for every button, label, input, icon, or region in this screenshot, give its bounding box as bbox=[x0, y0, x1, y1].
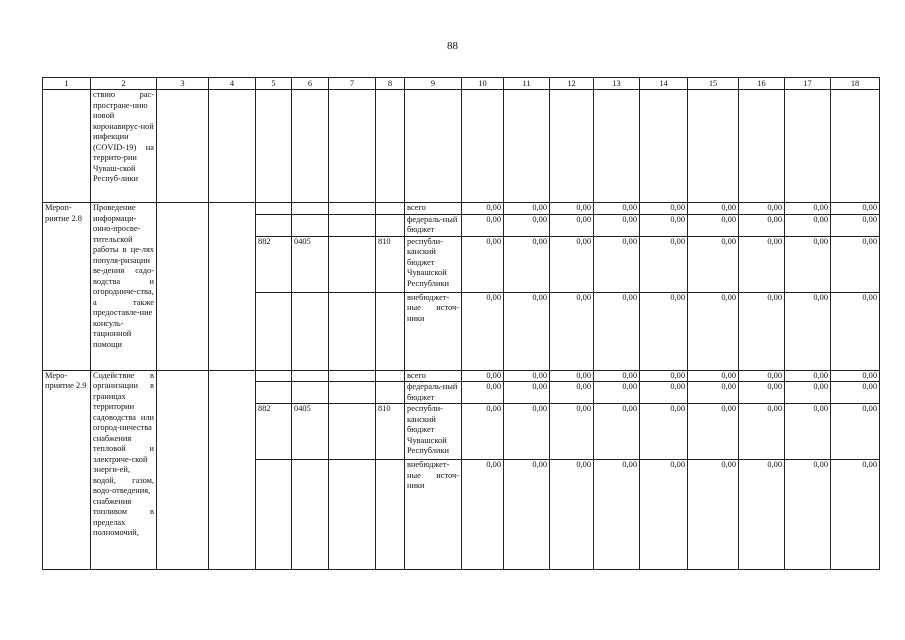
continuation-col4 bbox=[209, 90, 256, 203]
amount-cell: 0,00 bbox=[831, 203, 880, 215]
budget-code-col7 bbox=[329, 382, 376, 404]
column-number-3: 3 bbox=[157, 78, 209, 90]
amount-cell: 0,00 bbox=[640, 236, 688, 292]
amount-cell: 0,00 bbox=[831, 382, 880, 404]
amount-cell: 0,00 bbox=[785, 236, 831, 292]
budget-code-col6 bbox=[292, 460, 329, 570]
continuation-col5 bbox=[256, 90, 292, 203]
measure-col3 bbox=[157, 203, 209, 371]
column-number-9: 9 bbox=[405, 78, 462, 90]
measure-name: Проведение информаци-онно-просве-тительской работы в це-лях популя-ризации ве-дения садо-водства и огородниче-ства, а также предоставле-ние консуль-тационной помощи bbox=[91, 203, 157, 371]
amount-cell: 0,00 bbox=[504, 214, 550, 236]
measure-1-row bbox=[43, 203, 880, 215]
amount-cell: 0,00 bbox=[504, 370, 550, 382]
amount-cell: 0,00 bbox=[785, 203, 831, 215]
amount-cell: 0,00 bbox=[688, 382, 739, 404]
budget-code-col8 bbox=[376, 382, 405, 404]
amount-cell: 0,00 bbox=[688, 203, 739, 215]
amount-cell: 0,00 bbox=[594, 460, 640, 570]
continuation-col10 bbox=[462, 90, 504, 203]
amount-cell: 0,00 bbox=[739, 404, 785, 460]
column-number-11: 11 bbox=[504, 78, 550, 90]
funding-source: всего bbox=[405, 203, 462, 215]
column-number-10: 10 bbox=[462, 78, 504, 90]
funding-source: федераль-ный бюджет bbox=[405, 382, 462, 404]
amount-cell: 0,00 bbox=[739, 236, 785, 292]
continuation-col9 bbox=[405, 90, 462, 203]
amount-cell: 0,00 bbox=[504, 292, 550, 370]
continuation-col18 bbox=[831, 90, 880, 203]
column-number-1: 1 bbox=[43, 78, 91, 90]
amount-cell: 0,00 bbox=[462, 382, 504, 404]
funding-source: внебюджет-ные источ-ники bbox=[405, 292, 462, 370]
budget-code-col5: 882 bbox=[256, 236, 292, 292]
measure-label: Меро-приятие 2.9 bbox=[43, 370, 91, 570]
amount-cell: 0,00 bbox=[462, 460, 504, 570]
funding-source: внебюджет-ные источ-ники bbox=[405, 460, 462, 570]
amount-cell: 0,00 bbox=[550, 404, 594, 460]
budget-code-col5 bbox=[256, 214, 292, 236]
budget-code-col5 bbox=[256, 370, 292, 382]
budget-code-col6 bbox=[292, 292, 329, 370]
amount-cell: 0,00 bbox=[688, 404, 739, 460]
budget-code-col5 bbox=[256, 460, 292, 570]
column-number-2: 2 bbox=[91, 78, 157, 90]
funding-source: республи-канский бюджет Чувашской Республики bbox=[405, 404, 462, 460]
amount-cell: 0,00 bbox=[640, 460, 688, 570]
budget-code-col7 bbox=[329, 292, 376, 370]
amount-cell: 0,00 bbox=[550, 292, 594, 370]
amount-cell: 0,00 bbox=[504, 203, 550, 215]
amount-cell: 0,00 bbox=[594, 382, 640, 404]
budget-code-col5 bbox=[256, 382, 292, 404]
amount-cell: 0,00 bbox=[462, 404, 504, 460]
amount-cell: 0,00 bbox=[831, 460, 880, 570]
amount-cell: 0,00 bbox=[688, 460, 739, 570]
amount-cell: 0,00 bbox=[785, 214, 831, 236]
amount-cell: 0,00 bbox=[504, 382, 550, 404]
amount-cell: 0,00 bbox=[550, 460, 594, 570]
budget-code-col8 bbox=[376, 370, 405, 382]
amount-cell: 0,00 bbox=[594, 292, 640, 370]
amount-cell: 0,00 bbox=[739, 292, 785, 370]
budget-code-col6 bbox=[292, 370, 329, 382]
amount-cell: 0,00 bbox=[785, 460, 831, 570]
column-number-14: 14 bbox=[640, 78, 688, 90]
continuation-col1 bbox=[43, 90, 91, 203]
measure-col3 bbox=[157, 370, 209, 570]
column-number-17: 17 bbox=[785, 78, 831, 90]
amount-cell: 0,00 bbox=[688, 214, 739, 236]
budget-code-col7 bbox=[329, 370, 376, 382]
budget-code-col5 bbox=[256, 292, 292, 370]
amount-cell: 0,00 bbox=[785, 370, 831, 382]
continuation-col16 bbox=[739, 90, 785, 203]
amount-cell: 0,00 bbox=[640, 382, 688, 404]
measure-name: Содействие в организации в границах территории садоводства или огород-ничества снабжения тепловой и электриче-ской энерги-ей, водой, газом, водо-отведения, снабжения топливом в пределах полномочий, bbox=[91, 370, 157, 570]
amount-cell: 0,00 bbox=[550, 370, 594, 382]
amount-cell: 0,00 bbox=[739, 460, 785, 570]
funding-source: всего bbox=[405, 370, 462, 382]
budget-code-col8: 810 bbox=[376, 236, 405, 292]
amount-cell: 0,00 bbox=[550, 382, 594, 404]
amount-cell: 0,00 bbox=[640, 370, 688, 382]
amount-cell: 0,00 bbox=[640, 404, 688, 460]
amount-cell: 0,00 bbox=[504, 404, 550, 460]
budget-code-col7 bbox=[329, 460, 376, 570]
budget-code-col6 bbox=[292, 214, 329, 236]
budget-code-col6: 0405 bbox=[292, 404, 329, 460]
budget-code-col8 bbox=[376, 292, 405, 370]
column-number-16: 16 bbox=[739, 78, 785, 90]
amount-cell: 0,00 bbox=[462, 203, 504, 215]
column-number-row bbox=[43, 78, 880, 90]
amount-cell: 0,00 bbox=[594, 203, 640, 215]
measure-col4 bbox=[209, 203, 256, 371]
amount-cell: 0,00 bbox=[504, 460, 550, 570]
continuation-measure-name: ствию рас-пространe-нию новой коронавирус-ной инфекции (COVID-19) на террито-рии Чуваш-ской Респуб-лики bbox=[91, 90, 157, 203]
amount-cell: 0,00 bbox=[594, 214, 640, 236]
amount-cell: 0,00 bbox=[504, 236, 550, 292]
amount-cell: 0,00 bbox=[688, 236, 739, 292]
measure-col4 bbox=[209, 370, 256, 570]
column-number-13: 13 bbox=[594, 78, 640, 90]
amount-cell: 0,00 bbox=[739, 370, 785, 382]
amount-cell: 0,00 bbox=[688, 292, 739, 370]
column-number-18: 18 bbox=[831, 78, 880, 90]
continuation-col13 bbox=[594, 90, 640, 203]
amount-cell: 0,00 bbox=[594, 370, 640, 382]
continuation-col14 bbox=[640, 90, 688, 203]
page-number: 88 bbox=[447, 40, 458, 52]
budget-code-col8 bbox=[376, 460, 405, 570]
continuation-col11 bbox=[504, 90, 550, 203]
amount-cell: 0,00 bbox=[739, 203, 785, 215]
budget-code-col5: 882 bbox=[256, 404, 292, 460]
amount-cell: 0,00 bbox=[739, 214, 785, 236]
continuation-col6 bbox=[292, 90, 329, 203]
column-number-8: 8 bbox=[376, 78, 405, 90]
amount-cell: 0,00 bbox=[785, 404, 831, 460]
amount-cell: 0,00 bbox=[688, 370, 739, 382]
amount-cell: 0,00 bbox=[831, 292, 880, 370]
continuation-col12 bbox=[550, 90, 594, 203]
amount-cell: 0,00 bbox=[462, 370, 504, 382]
continuation-col17 bbox=[785, 90, 831, 203]
budget-code-col8 bbox=[376, 203, 405, 215]
measure-label: Мероп-риятие 2.8 bbox=[43, 203, 91, 371]
amount-cell: 0,00 bbox=[594, 404, 640, 460]
budget-code-col5 bbox=[256, 203, 292, 215]
amount-cell: 0,00 bbox=[831, 236, 880, 292]
budget-code-col8 bbox=[376, 214, 405, 236]
budget-code-col7 bbox=[329, 214, 376, 236]
amount-cell: 0,00 bbox=[594, 236, 640, 292]
amount-cell: 0,00 bbox=[640, 214, 688, 236]
amount-cell: 0,00 bbox=[831, 404, 880, 460]
amount-cell: 0,00 bbox=[550, 214, 594, 236]
amount-cell: 0,00 bbox=[640, 203, 688, 215]
budget-code-col8: 810 bbox=[376, 404, 405, 460]
amount-cell: 0,00 bbox=[640, 292, 688, 370]
budget-code-col7 bbox=[329, 203, 376, 215]
program-table bbox=[42, 77, 880, 570]
amount-cell: 0,00 bbox=[831, 370, 880, 382]
measure-2-row bbox=[43, 370, 880, 382]
amount-cell: 0,00 bbox=[550, 203, 594, 215]
continuation-row bbox=[43, 90, 880, 203]
continuation-col7 bbox=[329, 90, 376, 203]
column-number-7: 7 bbox=[329, 78, 376, 90]
amount-cell: 0,00 bbox=[831, 214, 880, 236]
continuation-col8 bbox=[376, 90, 405, 203]
budget-code-col7 bbox=[329, 404, 376, 460]
funding-source: федераль-ный бюджет bbox=[405, 214, 462, 236]
amount-cell: 0,00 bbox=[462, 292, 504, 370]
budget-code-col6: 0405 bbox=[292, 236, 329, 292]
amount-cell: 0,00 bbox=[550, 236, 594, 292]
column-number-15: 15 bbox=[688, 78, 739, 90]
amount-cell: 0,00 bbox=[785, 292, 831, 370]
amount-cell: 0,00 bbox=[739, 382, 785, 404]
continuation-col3 bbox=[157, 90, 209, 203]
continuation-col15 bbox=[688, 90, 739, 203]
budget-code-col7 bbox=[329, 236, 376, 292]
budget-code-col6 bbox=[292, 203, 329, 215]
amount-cell: 0,00 bbox=[462, 214, 504, 236]
column-number-12: 12 bbox=[550, 78, 594, 90]
column-number-4: 4 bbox=[209, 78, 256, 90]
amount-cell: 0,00 bbox=[462, 236, 504, 292]
amount-cell: 0,00 bbox=[785, 382, 831, 404]
column-number-6: 6 bbox=[292, 78, 329, 90]
budget-code-col6 bbox=[292, 382, 329, 404]
column-number-5: 5 bbox=[256, 78, 292, 90]
funding-source: республи-канский бюджет Чувашской Республики bbox=[405, 236, 462, 292]
